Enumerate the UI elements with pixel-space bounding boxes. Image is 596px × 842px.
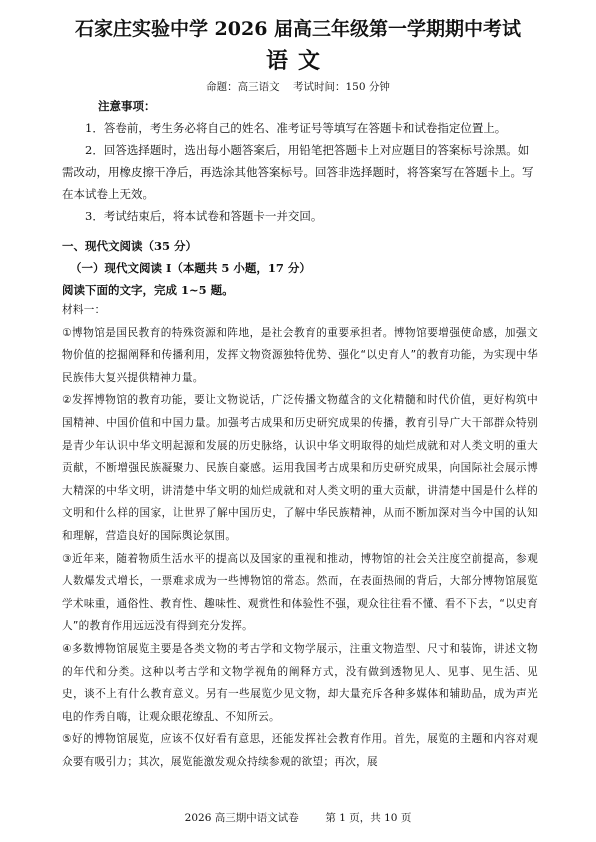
material-label: 材料一：: [62, 304, 106, 316]
section-heading: 一、现代文阅读（35 分）: [62, 239, 198, 253]
material-paragraph: ②发挥博物馆的教育功能，要让文物说话，广泛传播文物蕴含的文化精髓和时代价值，更好构筑中国精神、中国价值和中国力量。加强考古成果和历史研究成果的传播，教育引导广大干部群众特别是青少年认识中华文明起源和发展的历史脉络，认识中华文明取得的灿烂成就和对人类文明的重大贡献，不断增强民族凝聚力、民族自豪感。运用我国考古成果和历史研究成果，向国际社会展示博大精深的中华文明，讲清楚中华文明的灿烂成就和对人类文明的重大贡献，讲清楚中国是什么样的文明和什么样的国家，让世界了解中国历史，了解中华民族精神，从而不断加深对当今中国的认知和理解，营造良好的国际舆论氛围。: [62, 394, 538, 542]
notice-item: 2．回答选择题时，选出每小题答案后，用铅笔把答题卡上对应题目的答案标号涂黑。如需改动，用橡皮擦干净后，再选涂其他答案标号。回答非选择题时，将答案写在答题卡上。写在本试卷上无效。: [62, 143, 534, 201]
page-footer: 2026 高三期中语文试卷 第 1 页，共 10 页: [184, 812, 412, 824]
material-paragraph: ③近年来，随着物质生活水平的提高以及国家的重视和推动，博物馆的社会关注度空前提高，参观人数爆发式增长，一票难求成为一些博物馆的常态。然而，在表面热闹的背后，大部分博物馆展览学术味重，通俗性、教育性、趣味性、观赏性和体验性不强，观众往往看不懂、看不下去，“以史育人”的教育作用远远没有得到充分发挥。: [62, 552, 538, 633]
notice-heading: 注意事项：: [98, 99, 156, 113]
notice-item: 3．考试结束后，将本试卷和答题卡一并交回。: [85, 209, 323, 223]
exam-meta: 命题：高三语文 考试时间：150 分钟: [206, 81, 390, 93]
notice-item: 1．答卷前，考生务必将自己的姓名、准考证号等填写在答题卡和试卷指定位置上。: [85, 121, 507, 135]
exam-title: 石家庄实验中学 2026 届高三年级第一学期期中考试: [74, 18, 522, 40]
material-paragraph: ⑤好的博物馆展览，应该不仅好看有意思，还能发挥社会教育作用。首先，展览的主题和内容对观众要有吸引力；其次，展览能激发观众持续参观的欲望；再次，展: [62, 733, 538, 768]
reading-material: [62, 299, 538, 773]
subsection-heading: （一）现代文阅读 I（本题共 5 小题，17 分）: [70, 261, 311, 275]
material-paragraph: ①博物馆是国民教育的特殊资源和阵地，是社会教育的重要承担者。博物馆要增强使命感，加强文物价值的挖掘阐释和传播利用，发挥文物资源独特优势、强化“以史育人”的教育功能，为实现中华民族伟大复兴提供精神力量。: [62, 326, 538, 384]
notice-list: [62, 117, 540, 227]
reading-instruction: 阅读下面的文字，完成 1~5 题。: [62, 283, 234, 297]
material-paragraph: ④多数博物馆展览主要是各类文物的考古学和文物学展示，注重文物造型、尺寸和装饰，讲述文物的年代和分类。这种以考古学和文物学视角的阐释方式，没有做到透物见人、见事、见生活、见史，谈不上有什么教育意义。另有一些展览少见文物，却大量充斥各种多媒体和辅助品，成为声光电的作秀自嗨，让观众眼花缭乱、不知所云。: [62, 642, 538, 723]
subject-title: 语文: [265, 48, 330, 74]
